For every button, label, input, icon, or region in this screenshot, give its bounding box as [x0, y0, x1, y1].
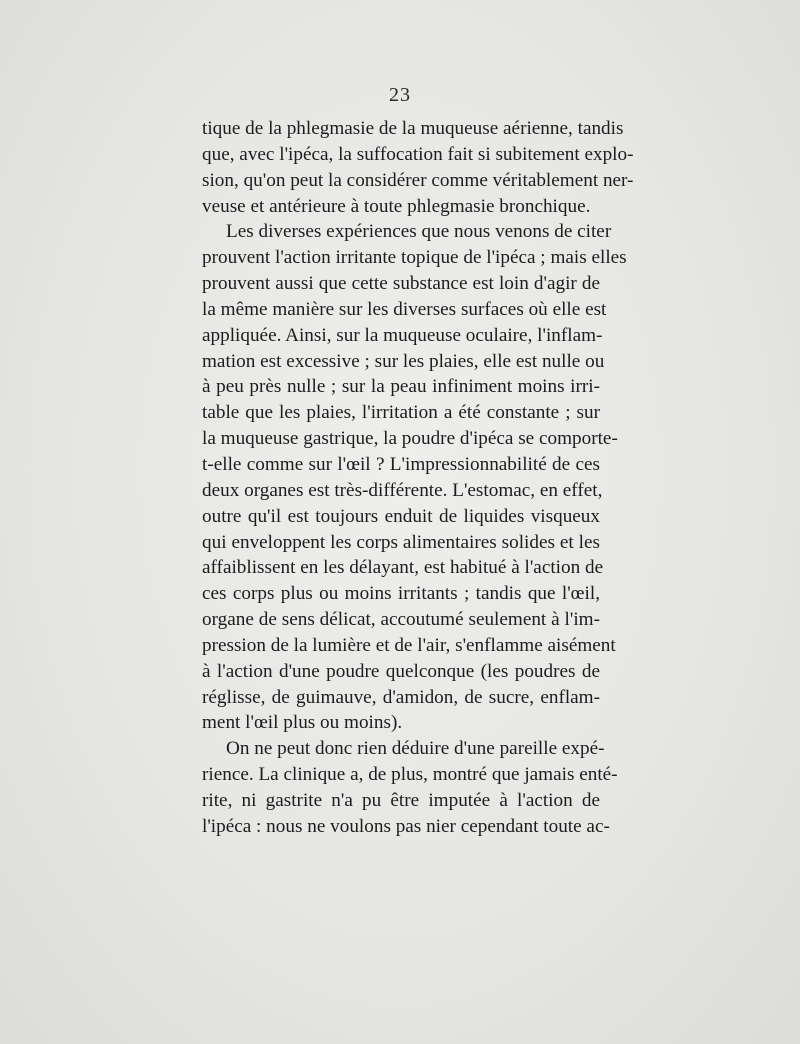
text-line: appliquée. Ainsi, sur la muqueuse oculaire, l'inflam-	[202, 324, 603, 346]
text-line: sion, qu'on peut la considérer comme véritablement ner-	[202, 169, 634, 191]
text-line: la même manière sur les diverses surfaces où elle est	[202, 298, 607, 320]
text-line: deux organes est très-différente. L'estomac, en effet,	[202, 479, 603, 501]
text-line: veuse et antérieure à toute phlegmasie bronchique.	[202, 195, 591, 217]
text-line: rience. La clinique a, de plus, montré que jamais enté-	[202, 764, 618, 786]
text-line: tique de la phlegmasie de la muqueuse aérienne, tandis	[202, 118, 624, 139]
paragraph-first-line: On ne peut donc rien déduire d'une pareille expé-	[226, 738, 605, 760]
text-line: la muqueuse gastrique, la poudre d'ipéca se comporte-	[202, 428, 618, 450]
text-line: réglisse, de guimauve, d'amidon, de sucre, enflam-	[202, 686, 600, 708]
text-line: ces corps plus ou moins irritants ; tandis que l'œil,	[202, 583, 600, 605]
text-line: prouvent aussi que cette substance est loin d'agir de	[202, 273, 600, 295]
text-line: à l'action d'une poudre quelconque (les poudres de	[202, 660, 600, 682]
text-line: t-elle comme sur l'œil ? L'impressionnabilité de ces	[202, 453, 600, 475]
text-line: table que les plaies, l'irritation a été constante ; sur	[202, 402, 600, 424]
text-line: rite, ni gastrite n'a pu être imputée à l'action de	[202, 789, 600, 811]
page-number: 23	[389, 84, 411, 106]
text-line: mation est excessive ; sur les plaies, elle est nulle ou	[202, 350, 605, 372]
text-line: affaiblissent en les délayant, est habitué à l'action de	[202, 557, 604, 579]
text-line: organe de sens délicat, accoutumé seulement à l'im-	[202, 609, 600, 631]
paragraph-first-line: Les diverses expériences que nous venons de citer	[226, 221, 612, 243]
text-line: outre qu'il est toujours enduit de liquides visqueux	[202, 505, 600, 527]
text-line: prouvent l'action irritante topique de l'ipéca ; mais elles	[202, 247, 627, 269]
text-line: pression de la lumière et de l'air, s'enflamme aisément	[202, 634, 616, 656]
text-line: l'ipéca : nous ne voulons pas nier cependant toute ac-	[202, 815, 610, 837]
text-line: ment l'œil plus ou moins).	[202, 712, 403, 734]
text-line: qui enveloppent les corps alimentaires solides et les	[202, 531, 600, 553]
text-line: à peu près nulle ; sur la peau infiniment moins irri-	[202, 376, 600, 398]
text-line: que, avec l'ipéca, la suffocation fait si subitement explo-	[202, 143, 634, 165]
body-text	[202, 116, 634, 840]
